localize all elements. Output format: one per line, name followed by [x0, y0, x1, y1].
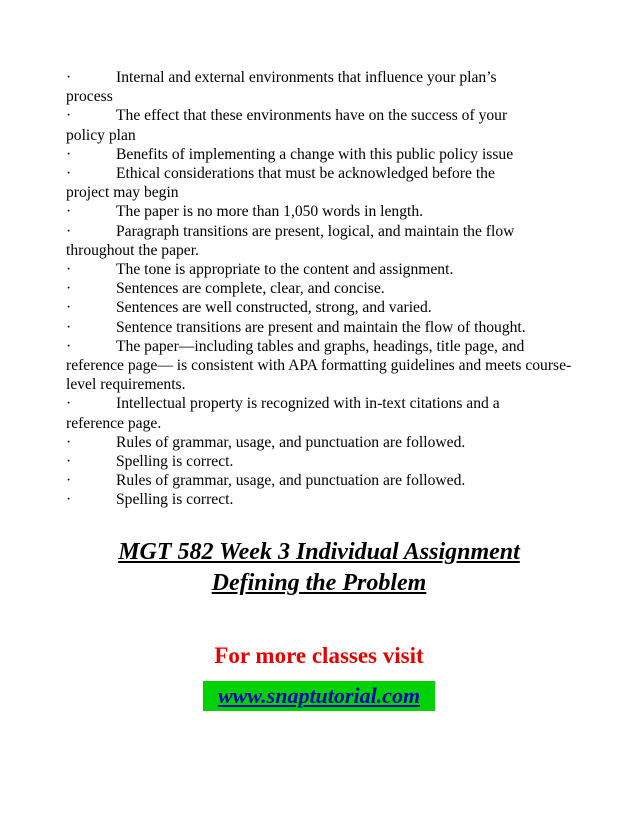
list-item-text: The tone is appropriate to the content and assignment. [116, 261, 454, 279]
bullet-icon: · [66, 433, 72, 451]
list-item [66, 318, 576, 337]
list-item [66, 68, 576, 106]
list-item-continuation: policy plan [66, 126, 136, 144]
bullet-icon: · [66, 453, 72, 471]
list-item [66, 433, 576, 452]
more-classes-text: For more classes visit [214, 643, 424, 668]
list-item [66, 260, 576, 279]
snaptutorial-link[interactable]: www.snaptutorial.com [203, 681, 435, 711]
bullet-icon: · [66, 222, 72, 240]
list-item [66, 490, 576, 509]
bullet-icon: · [66, 472, 72, 490]
list-item [66, 471, 576, 490]
list-item-text: Sentences are well constructed, strong, and varied. [116, 299, 432, 317]
bullet-icon: · [66, 165, 72, 183]
list-item-continuation: project may begin [66, 184, 179, 202]
list-item-text: The effect that these environments have on the success of your [116, 107, 508, 125]
list-item-text: Benefits of implementing a change with this public policy issue [116, 145, 514, 163]
list-item [66, 337, 576, 395]
bullet-icon: · [66, 318, 72, 336]
bullet-icon: · [66, 145, 72, 163]
list-item [66, 202, 576, 221]
list-item-text: Spelling is correct. [116, 453, 234, 471]
list-item [66, 298, 576, 317]
list-item [66, 452, 576, 471]
list-item [66, 222, 576, 260]
bullet-icon: · [66, 299, 72, 317]
list-item-text: Rules of grammar, usage, and punctuation are followed. [116, 472, 466, 490]
list-item-text: Intellectual property is recognized with in-text citations and a [116, 395, 500, 413]
list-item [66, 394, 576, 432]
list-item-text: Internal and external environments that influence your plan’s [116, 69, 497, 86]
list-item-text: Rules of grammar, usage, and punctuation are followed. [116, 433, 466, 451]
list-item-text: Ethical considerations that must be acknowledged before the [116, 165, 495, 183]
list-item-text: Spelling is correct. [116, 491, 234, 509]
bullet-icon: · [66, 69, 72, 86]
bullet-icon: · [66, 395, 72, 413]
assignment-title: MGT 582 Week 3 Individual Assignment [118, 539, 520, 565]
list-item [66, 106, 576, 144]
list-item [66, 164, 576, 202]
list-item-text: The paper is no more than 1,050 words in length. [116, 203, 424, 221]
bullet-icon: · [66, 280, 72, 298]
bullet-icon: · [66, 203, 72, 221]
list-item-continuation: throughout the paper. [66, 241, 199, 259]
list-item-continuation: reference page. [66, 414, 162, 432]
list-item-text: Paragraph transitions are present, logical, and maintain the flow [116, 222, 515, 240]
list-item [66, 145, 576, 164]
list-item [66, 279, 576, 298]
list-item-continuation: reference page— is consistent with APA formatting guidelines and meets course-level requirements. [66, 357, 572, 394]
bullet-icon: · [66, 261, 72, 279]
bullet-icon: · [66, 337, 72, 355]
requirements-list [66, 68, 576, 510]
bullet-icon: · [66, 491, 72, 509]
list-item-text: Sentence transitions are present and maintain the flow of thought. [116, 318, 526, 336]
bullet-icon: · [66, 107, 72, 125]
list-item-text: Sentences are complete, clear, and concise. [116, 280, 385, 298]
list-item-continuation: process [66, 88, 113, 106]
assignment-subtitle: Defining the Problem [211, 570, 427, 596]
list-item-text: The paper—including tables and graphs, headings, title page, and [116, 337, 525, 355]
